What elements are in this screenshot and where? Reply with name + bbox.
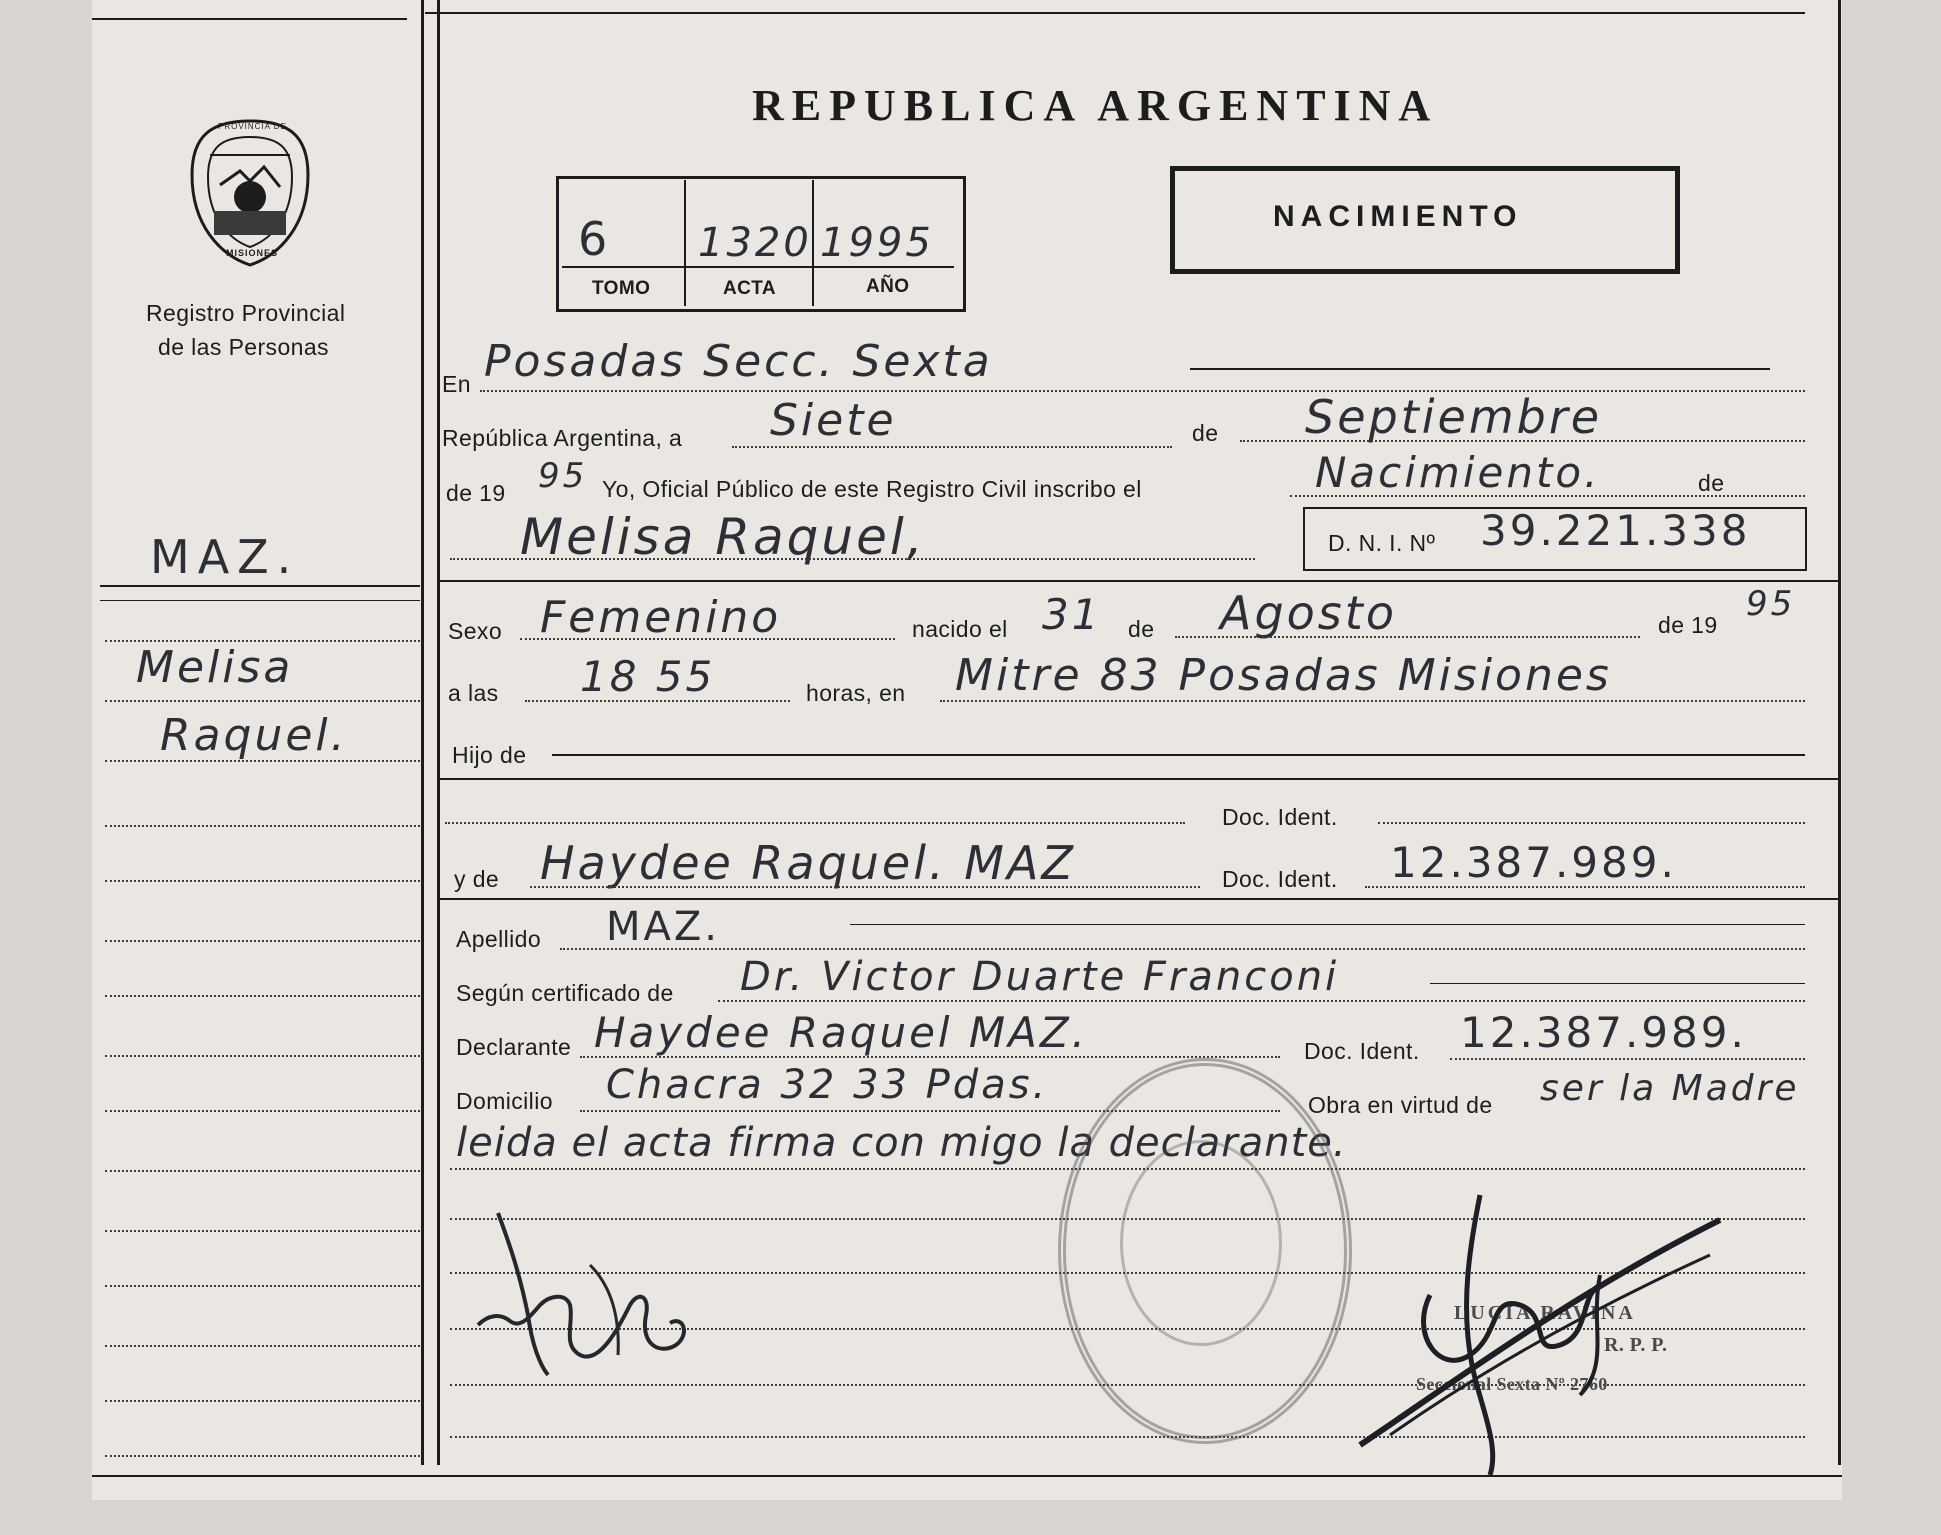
official-office-stamp: Seccional Sexta Nº 2760: [1416, 1374, 1608, 1394]
mother-doc-label: Doc. Ident.: [1222, 866, 1338, 892]
form-dots: [732, 446, 1172, 448]
segun-label: Según certificado de: [456, 980, 674, 1006]
margin-dots: [105, 1055, 420, 1057]
apellido-label: Apellido: [456, 926, 542, 952]
section-rule-3: [440, 898, 1840, 900]
margin-dots: [105, 995, 420, 997]
segun-rule: [1430, 983, 1805, 984]
margin-dots: [105, 700, 420, 702]
father-rule: [552, 754, 1805, 756]
year-prefix-label: de 19: [446, 480, 506, 506]
birth-month-value: Agosto: [1220, 586, 1397, 640]
child-name-value: Melisa Raquel,: [520, 508, 926, 566]
domicilio-label: Domicilio: [456, 1088, 553, 1114]
left-column-divider: [421, 0, 424, 1465]
day-value: Siete: [770, 395, 897, 446]
de2-label: de: [1698, 470, 1725, 496]
official-signature-icon: [1350, 1185, 1730, 1485]
margin-dots: [105, 825, 420, 827]
form-dots: [718, 1000, 1805, 1002]
margin-dots: [105, 1110, 420, 1112]
hour-value: 18 55: [580, 652, 716, 701]
margin-dots: [105, 1170, 420, 1172]
form-dots: [480, 390, 1805, 392]
declarante-value: Haydee Raquel MAZ.: [594, 1008, 1089, 1057]
month-value: Septiembre: [1305, 390, 1603, 444]
closing-note-value: leida el acta firma con migo la declarante.: [456, 1120, 1347, 1166]
de3-label: de: [1128, 616, 1155, 642]
form-dots: [1175, 636, 1640, 638]
official-title-stamp: R. P. P.: [1604, 1334, 1668, 1356]
registry-name-line2: de las Personas: [158, 334, 329, 360]
dni-label: D. N. I. Nº: [1328, 530, 1436, 556]
birth-year-value: 95: [1746, 584, 1796, 624]
birth-place-value: Mitre 83 Posadas Misiones: [955, 650, 1612, 701]
form-dots: [940, 700, 1805, 702]
en-label: En: [442, 371, 471, 397]
registry-name-line1: Registro Provincial: [146, 300, 346, 326]
ano-label: AÑO: [866, 276, 910, 297]
margin-dots: [105, 760, 420, 762]
record-box-divider: [812, 180, 814, 306]
republica-label: República Argentina, a: [442, 425, 683, 451]
margin-rule-1: [100, 585, 420, 587]
de-label: de: [1192, 420, 1219, 446]
record-box-rule: [562, 266, 954, 268]
mother-name-value: Haydee Raquel. MAZ: [540, 836, 1076, 890]
margin-dots: [105, 1345, 420, 1347]
form-dots: [560, 948, 1805, 950]
margin-dots: [105, 940, 420, 942]
apellido-value: MAZ.: [606, 904, 720, 950]
sexo-label: Sexo: [448, 618, 503, 644]
acta-value: 1320: [698, 220, 812, 266]
margin-rule-2: [100, 600, 420, 601]
horas-label: horas, en: [806, 680, 906, 706]
de19-label: de 19: [1658, 612, 1718, 638]
registry-statement: Yo, Oficial Público de este Registro Civil inscribo el: [602, 476, 1142, 502]
tomo-label: TOMO: [592, 278, 651, 299]
right-border: [1838, 0, 1841, 1465]
nacido-label: nacido el: [912, 616, 1008, 642]
form-dots: [520, 638, 895, 640]
obra-label: Obra en virtud de: [1308, 1092, 1493, 1118]
hijo-label: Hijo de: [452, 742, 527, 768]
declarante-doc-value: 12.387.989.: [1460, 1008, 1747, 1057]
seal-caption-bottom: MISIONES: [226, 248, 279, 258]
form-dots: [450, 558, 1255, 560]
yde-label: y de: [454, 866, 500, 892]
record-type-label: NACIMIENTO: [1273, 200, 1523, 233]
declarante-label: Declarante: [456, 1034, 572, 1060]
margin-dots: [105, 1230, 420, 1232]
acta-label: ACTA: [723, 278, 776, 299]
form-dots: [1365, 886, 1805, 888]
margin-dots: [105, 880, 420, 882]
margin-given-name-1: Melisa: [136, 642, 294, 693]
margin-given-name-2: Raquel.: [160, 710, 348, 761]
form-dots: [445, 822, 1185, 824]
form-dots: [1290, 495, 1805, 497]
margin-dots: [105, 1400, 420, 1402]
father-doc-label: Doc. Ident.: [1222, 804, 1338, 830]
obra-value: ser la Madre: [1540, 1068, 1800, 1109]
declarant-signature-icon: [470, 1205, 710, 1385]
form-dots: [580, 1056, 1280, 1058]
margin-dots: [105, 1455, 420, 1457]
left-column-divider-2: [437, 0, 440, 1465]
margin-dots: [105, 1285, 420, 1287]
tomo-value: 6: [578, 212, 611, 266]
form-dots: [1378, 822, 1805, 824]
ano-value: 1995: [820, 220, 934, 266]
form-dots: [1450, 1058, 1805, 1060]
form-dots: [530, 886, 1200, 888]
mother-doc-value: 12.387.989.: [1390, 838, 1677, 887]
seal-caption-top: PROVINCIA DE: [218, 122, 287, 131]
form-dots: [525, 700, 790, 702]
margin-surname: MAZ.: [150, 530, 300, 584]
margin-dots: [105, 640, 420, 642]
official-name-stamp: LUCIA RAVINA: [1454, 1302, 1636, 1324]
country-title: REPUBLICA ARGENTINA: [752, 81, 1439, 130]
section-rule-1: [440, 580, 1840, 582]
form-dots: [1240, 440, 1805, 442]
alas-label: a las: [448, 680, 499, 706]
segun-value: Dr. Victor Duarte Franconi: [740, 954, 1340, 1000]
top-rule-left: [92, 18, 407, 20]
record-box-divider: [684, 180, 686, 306]
section-rule-2: [440, 778, 1840, 780]
sexo-value: Femenino: [540, 592, 782, 643]
act-type-value: Nacimiento.: [1315, 448, 1601, 497]
year-value: 95: [538, 456, 588, 496]
birth-day-value: 31: [1042, 590, 1102, 639]
domicilio-value: Chacra 32 33 Pdas.: [606, 1062, 1049, 1108]
apellido-rule: [850, 924, 1805, 925]
en-rule: [1190, 368, 1770, 370]
registry-round-stamp-inner: [1120, 1140, 1282, 1346]
place-value: Posadas Secc. Sexta: [484, 336, 993, 387]
dni-value: 39.221.338: [1480, 506, 1751, 555]
top-rule-right: [425, 12, 1805, 14]
declarante-doc-label: Doc. Ident.: [1304, 1038, 1420, 1064]
